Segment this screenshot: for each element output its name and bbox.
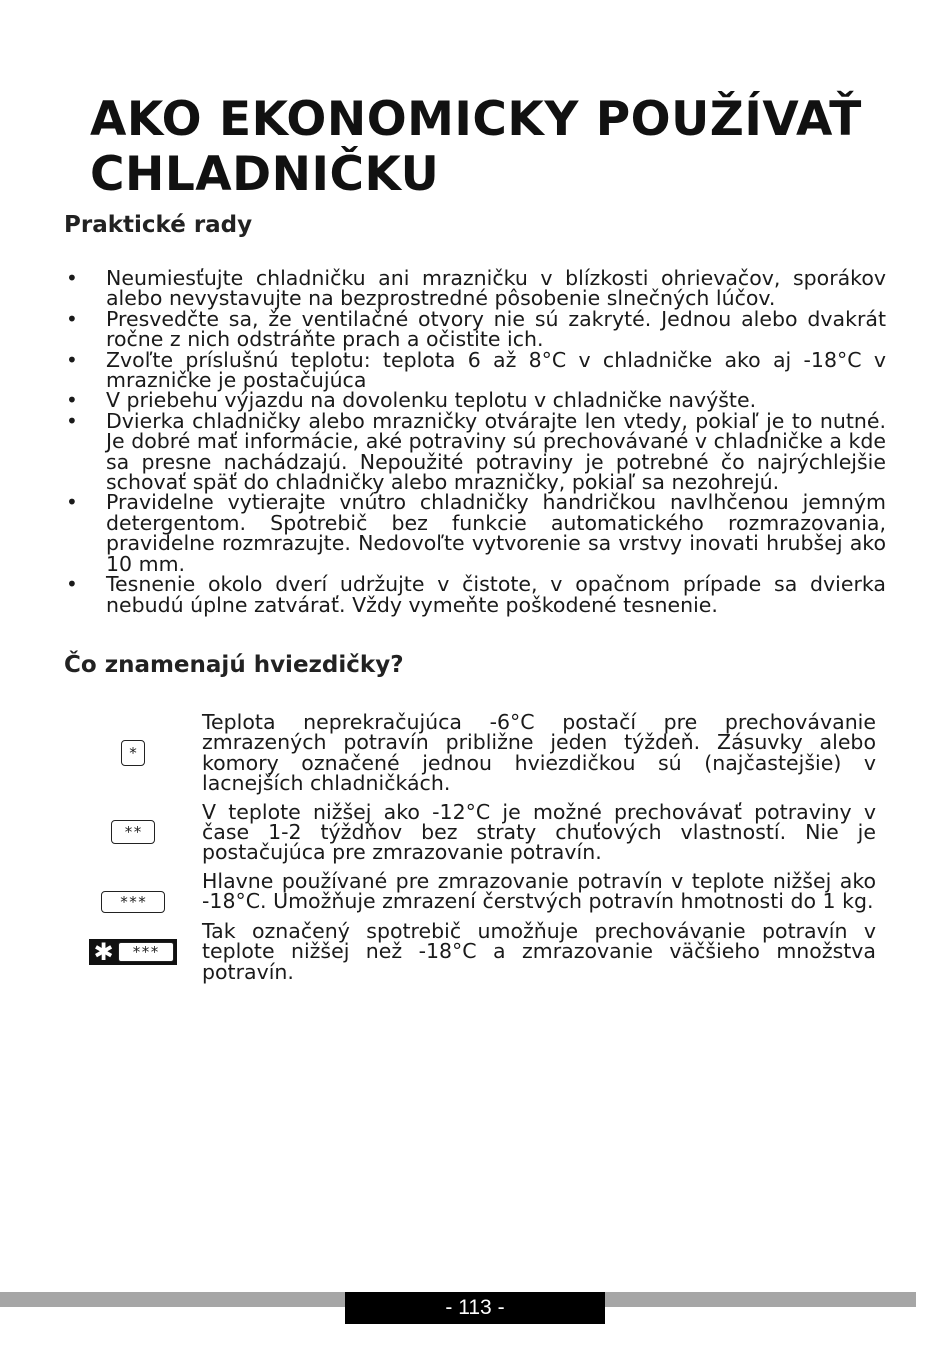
star-row-text: Tak označený spotrebič umožňuje prechovávanie potravín v teplote nižšej než -18°C a zmrazovanie väčšieho množstva potravín. xyxy=(202,918,876,984)
page-title xyxy=(90,92,910,202)
list-item: • Dvierka chladničky alebo mrazničky otvárajte len vtedy, pokiaľ je to nutné. Je dobré mať informácie, aké potraviny sú prechovávané v chladničke a kde sa presne nachádzajú. Nepoužité potraviny je potrebné čo najrýchlejšie schovať späť do chladničky alebo mrazničky, pokiaľ sa nezohrejú. xyxy=(66,408,886,495)
bullet-icon: • xyxy=(66,306,78,331)
freezer-snowflake-icon: ✱ xyxy=(93,937,114,966)
two-star-icon: ** xyxy=(111,820,155,844)
list-item: • Zvoľte príslušnú teplotu: teplota 6 až 8°C v chladničke ako aj -18°C v mrazničke je postačujúca xyxy=(66,347,886,393)
list-item: • Tesnenie okolo dverí udržujte v čistote, v opačnom prípade sa dvierka nebudú úplne zatvárať. Vždy vymeňte poškodené tesnenie. xyxy=(66,572,886,617)
bullet-icon: • xyxy=(66,347,78,372)
list-item: • Neumiesťujte chladničku ani mrazničku v blízkosti ohrievačov, sporákov alebo nevystavujte na bezprostredné pôsobenie slnečných lúčov. xyxy=(66,266,886,311)
star-row-2 xyxy=(64,799,876,865)
star-rating-table xyxy=(64,712,876,990)
section-heading-stars: Čo znamenajú hviezdičky? xyxy=(64,652,404,678)
bullet-icon: • xyxy=(66,572,78,597)
bullet-icon: • xyxy=(66,388,78,413)
list-item: • V priebehu výjazdu na dovolenku teplotu v chladničke navýšte. xyxy=(66,388,757,413)
list-item: • Presvedčte sa, že ventilačné otvory nie sú zakryté. Jednou alebo dvakrát ročne z nich odstráňte prach a očistite ich. xyxy=(66,306,886,352)
three-star-icon: *** xyxy=(101,891,165,913)
star-row-1 xyxy=(64,712,876,794)
four-star-icon xyxy=(89,939,176,965)
star-row-text: V teplote nižšej ako -12°C je možné prechovávať potraviny v čase 1-2 týždňov bez straty chuťových vlastností. Nie je postačujúca pre zmrazovanie potravín. xyxy=(202,799,876,865)
star-row-4 xyxy=(64,918,876,984)
page-title-line-1: AKO EKONOMICKY POUŽÍVAŤ xyxy=(90,92,862,147)
three-star-box: *** xyxy=(118,942,174,962)
star-row-3 xyxy=(64,868,876,914)
bullet-icon: • xyxy=(66,490,78,515)
one-star-icon: * xyxy=(121,740,145,766)
bullet-icon: • xyxy=(66,408,78,433)
tips-list xyxy=(64,268,886,615)
bullet-icon: • xyxy=(66,266,78,290)
page-number: - 113 - xyxy=(345,1292,605,1324)
section-heading-tips: Praktické rady xyxy=(64,212,253,238)
star-row-text: Hlavne používané pre zmrazovanie potravín v teplote nižšej ako -18°C. Umožňuje zmrazení čerstvých potravín hmotnosti do 1 kg. xyxy=(202,868,876,914)
page-title-line-2: CHLADNIČKU xyxy=(90,147,440,202)
star-row-text: Teplota neprekračujúca -6°C postačí pre prechovávanie zmrazených potravín približne jeden týždeň. Zásuvky alebo komory označené jednou hviezdičkou sú (najčastejšie) v lacnejších chladničkách. xyxy=(202,710,876,796)
list-item: • Pravidelne vytierajte vnútro chladničky handričkou navlhčenou jemným detergentom. Spotrebič bez funkcie automatického rozmrazovania, pravidelne rozmrazujte. Nedovoľte vytvorenie sa vrstvy inovati hrubšej ako 10 mm. xyxy=(66,490,886,576)
